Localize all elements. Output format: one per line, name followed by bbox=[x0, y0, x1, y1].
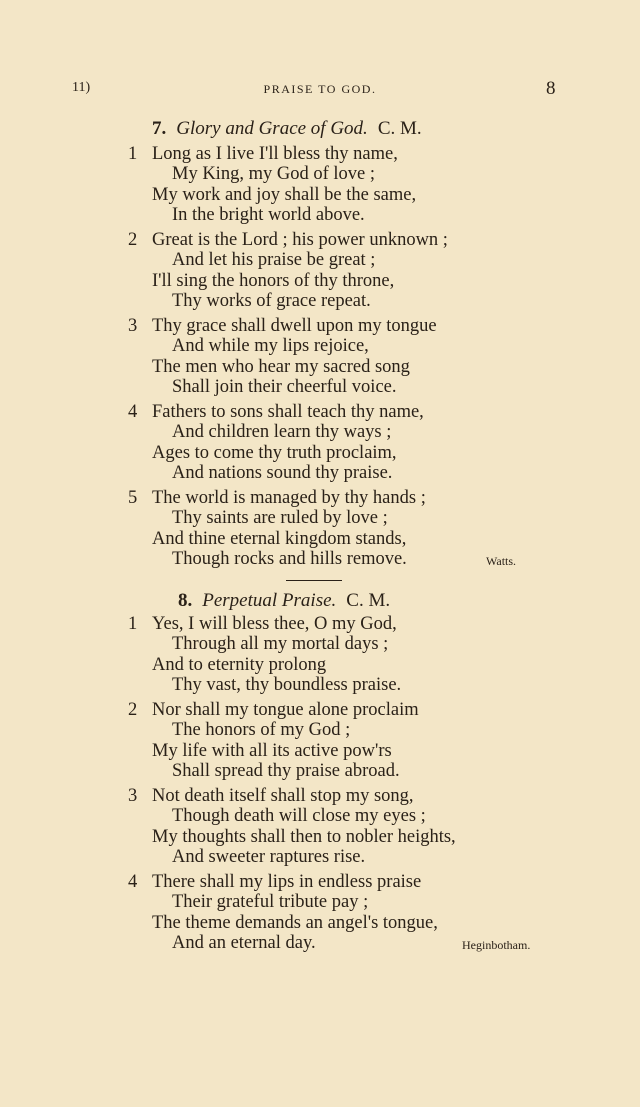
verse-line: And sweeter raptures rise. bbox=[172, 846, 366, 867]
verse-line: And let his praise be great ; bbox=[172, 250, 376, 271]
verse-line: In the bright world above. bbox=[172, 204, 365, 225]
verse bbox=[128, 614, 548, 695]
hymn-meter: C. M. bbox=[346, 590, 391, 611]
verse-line: My King, my God of love ; bbox=[172, 164, 375, 185]
verse-line: Shall join their cheerful voice. bbox=[172, 376, 397, 397]
hymn-number: 8. bbox=[178, 590, 193, 611]
hymn-title bbox=[178, 590, 390, 612]
verse-line: My life with all its active pow'rs bbox=[152, 740, 392, 761]
verse-line: My work and joy shall be the same, bbox=[152, 184, 417, 205]
verse-number: 2 bbox=[128, 230, 138, 250]
verse-line: And nations sound thy praise. bbox=[172, 462, 393, 483]
author-attribution: Watts. bbox=[486, 554, 517, 568]
verse-line: There shall my lips in endless praise bbox=[152, 872, 422, 892]
verse-line: Though rocks and hills remove. bbox=[172, 548, 407, 569]
verse-number: 1 bbox=[128, 144, 138, 164]
verse bbox=[128, 316, 548, 397]
verse-line: Not death itself shall stop my song, bbox=[152, 786, 414, 806]
verse-line: Thy works of grace repeat. bbox=[172, 290, 371, 311]
verse-number: 4 bbox=[128, 872, 138, 892]
verse-line: I'll sing the honors of thy throne, bbox=[152, 270, 395, 291]
verse-line: The honors of my God ; bbox=[172, 720, 351, 741]
verse-line: Fathers to sons shall teach thy name, bbox=[152, 402, 424, 422]
verse-line: Though death will close my eyes ; bbox=[172, 806, 426, 827]
verse-line: My thoughts shall then to nobler heights, bbox=[152, 826, 456, 847]
verse-line: Yes, I will bless thee, O my God, bbox=[152, 614, 397, 634]
verse-line: Their grateful tribute pay ; bbox=[172, 892, 369, 913]
verse-number: 3 bbox=[128, 316, 138, 336]
verse-line: Thy grace shall dwell upon my tongue bbox=[152, 316, 437, 336]
hymn-title bbox=[152, 118, 422, 140]
verse-line: And an eternal day. bbox=[172, 932, 316, 953]
verse-line: Long as I live I'll bless thy name, bbox=[152, 144, 398, 164]
verse bbox=[128, 144, 548, 225]
verse-line: Nor shall my tongue alone proclaim bbox=[152, 700, 419, 720]
verse bbox=[128, 230, 548, 311]
verse-line: Ages to come thy truth proclaim, bbox=[152, 442, 397, 463]
verse-line: The theme demands an angel's tongue, bbox=[152, 912, 438, 933]
hymn-name: Perpetual Praise. bbox=[202, 590, 337, 611]
verse-number: 3 bbox=[128, 786, 138, 806]
verse-line: Great is the Lord ; his power unknown ; bbox=[152, 230, 448, 250]
verse-line: And to eternity prolong bbox=[152, 654, 327, 675]
running-title: PRAISE TO GOD. bbox=[263, 82, 377, 96]
hymn-name: Glory and Grace of God. bbox=[176, 118, 368, 139]
page-number: 8 bbox=[546, 78, 556, 99]
verse-number: 2 bbox=[128, 700, 138, 720]
verse-line: The world is managed by thy hands ; bbox=[152, 488, 426, 508]
verse-number: 1 bbox=[128, 614, 138, 634]
signature-mark: 11) bbox=[72, 80, 91, 95]
verse-line: And children learn thy ways ; bbox=[172, 422, 392, 443]
verse-number: 5 bbox=[128, 488, 138, 508]
hymn-divider bbox=[286, 580, 342, 581]
verse-line: Thy saints are ruled by love ; bbox=[172, 508, 388, 529]
verse-line: Thy vast, thy boundless praise. bbox=[172, 674, 402, 695]
verse-line: And thine eternal kingdom stands, bbox=[152, 528, 407, 549]
verse bbox=[128, 786, 548, 867]
verse-line: Shall spread thy praise abroad. bbox=[172, 760, 400, 781]
hymn-number: 7. bbox=[152, 118, 167, 139]
verse bbox=[128, 488, 548, 569]
hymn-meter: C. M. bbox=[377, 118, 422, 139]
verse bbox=[128, 700, 548, 781]
author-attribution: Heginbotham. bbox=[462, 938, 531, 952]
verse-line: Through all my mortal days ; bbox=[172, 634, 389, 655]
page-header bbox=[0, 78, 640, 102]
verse-line: And while my lips rejoice, bbox=[172, 336, 369, 357]
verse-number: 4 bbox=[128, 402, 138, 422]
verse bbox=[128, 402, 548, 483]
verse-line: The men who hear my sacred song bbox=[152, 356, 410, 377]
